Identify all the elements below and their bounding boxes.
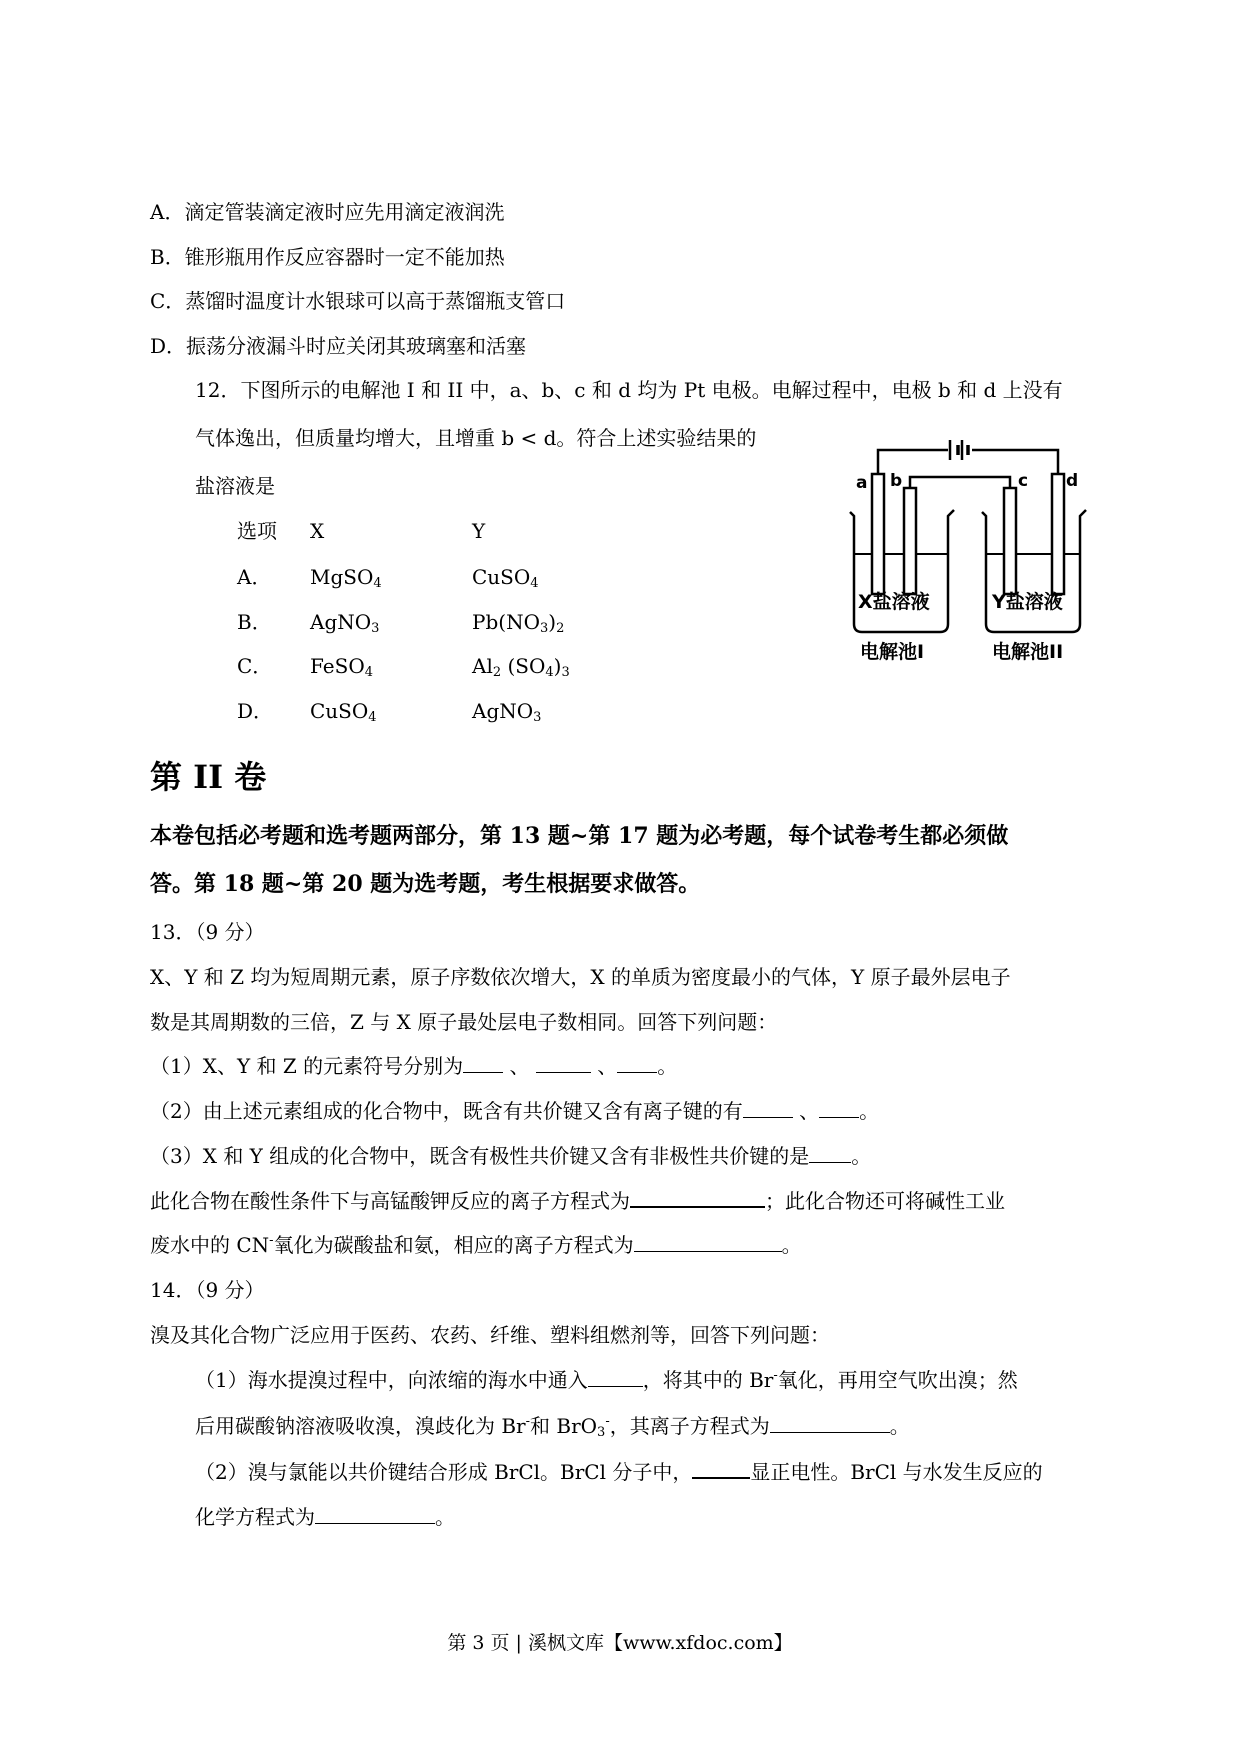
electrode-a xyxy=(872,474,884,594)
answer-blank[interactable] xyxy=(617,1052,657,1073)
subscript: 4 xyxy=(373,576,382,591)
row-a-option: A． xyxy=(237,565,272,589)
q13-number: 13．（9 分） xyxy=(150,920,265,944)
formula: Pb(NO xyxy=(472,610,540,634)
row-c-option: C． xyxy=(237,654,273,678)
question-text: 和 BrO xyxy=(530,1414,598,1438)
formula: FeSO xyxy=(310,654,365,678)
subscript: 2 xyxy=(556,621,565,636)
q13-para1: X、Y 和 Z 均为短周期元素，原子序数依次增大，X 的单质为密度最小的气体，Y 原子最外层电子 xyxy=(150,965,1011,989)
answer-blank[interactable] xyxy=(315,1503,435,1524)
superscript: - xyxy=(605,1414,610,1429)
separator: 、 xyxy=(792,1099,820,1123)
q13-sub3 xyxy=(150,1142,871,1170)
table-header-option: 选项 xyxy=(237,519,277,543)
question-text: 化学方程式为 xyxy=(195,1505,315,1529)
q12-stem-line1: 12．下图所示的电解池 I 和 II 中，a、b、c 和 d 均为 Pt 电极。电解过程中，电极 b 和 d 上没有 xyxy=(195,378,1063,402)
subscript: 3 xyxy=(371,621,380,636)
question-text: （2）溴与氯能以共价键结合形成 BrCl。BrCl 分子中， xyxy=(195,1460,693,1484)
answer-blank[interactable] xyxy=(819,1097,859,1118)
wire-left xyxy=(878,450,948,474)
row-c-y xyxy=(472,652,570,680)
subscript: 3 xyxy=(561,665,570,680)
question-text: ，其离子方程式为 xyxy=(609,1414,770,1438)
question-text: （2）由上述元素组成的化合物中，既含有共价键又含有离子键的有 xyxy=(150,1099,743,1123)
q14-sub2-line1 xyxy=(195,1457,1043,1486)
electrode-label-d: d xyxy=(1066,471,1079,491)
option-letter: C． xyxy=(150,289,186,313)
option-text: 滴定管装滴定液时应先用滴定液润洗 xyxy=(184,200,505,224)
question-text: 氧化为碳酸盐和氨，相应的离子方程式为 xyxy=(273,1233,634,1257)
superscript: - xyxy=(525,1414,531,1429)
option-text: 振荡分液漏斗时应关闭其玻璃塞和活塞 xyxy=(186,334,527,358)
subscript: 4 xyxy=(364,665,373,680)
answer-blank[interactable] xyxy=(536,1052,591,1073)
q11-option-a xyxy=(150,198,504,226)
formula: AgNO xyxy=(472,699,534,723)
question-text: （1）X、Y 和 Z 的元素符号分别为 xyxy=(150,1054,464,1078)
row-c-x xyxy=(310,652,373,680)
part-intro-line2: 答。第 18 题~第 20 题为选考题，考生根据要求做答。 xyxy=(150,871,701,897)
row-a-x xyxy=(310,563,382,591)
period: 。 xyxy=(781,1233,802,1257)
question-text: （1）海水提溴过程中，向浓缩的海水中通入 xyxy=(195,1368,588,1392)
q12-stem-line2: 气体逸出，但质量均增大，且增重 b < d。符合上述实验结果的 xyxy=(195,426,757,450)
table-header-x: X xyxy=(310,519,325,543)
subscript: 3 xyxy=(597,1425,606,1440)
answer-blank[interactable] xyxy=(634,1231,782,1252)
period: 。 xyxy=(657,1054,678,1078)
wire-right xyxy=(972,450,1058,474)
row-b-x xyxy=(310,608,379,636)
separator: 、 xyxy=(503,1054,536,1078)
row-d-option: D． xyxy=(237,699,274,723)
period: 。 xyxy=(435,1505,455,1529)
question-text: 废水中的 CN xyxy=(150,1233,270,1257)
electrode-label-b: b xyxy=(890,471,903,491)
q13-para3 xyxy=(150,1186,1005,1215)
q14-para1: 溴及其化合物广泛应用于医药、农药、纤维、塑料组燃剂等，回答下列问题： xyxy=(150,1323,830,1347)
formula: CuSO xyxy=(472,565,531,589)
electrode-label-a: a xyxy=(856,473,868,493)
formula: MgSO xyxy=(310,565,374,589)
left-solution-label: X盐溶液 xyxy=(858,591,930,613)
formula: ) xyxy=(548,610,557,634)
electrode-b xyxy=(904,488,916,594)
superscript: - xyxy=(269,1233,274,1248)
q14-sub1-line1 xyxy=(195,1366,1018,1394)
row-d-x xyxy=(310,697,377,725)
q12-stem-line3: 盐溶液是 xyxy=(195,474,275,498)
formula: CuSO xyxy=(310,699,369,723)
part-intro-line1: 本卷包括必考题和选考题两部分，第 13 题~第 17 题为必考题，每个试卷考生都必须做 xyxy=(150,823,1009,849)
q14-sub2-line2 xyxy=(195,1503,455,1531)
electrode-c xyxy=(1004,488,1016,594)
row-b-y xyxy=(472,608,564,636)
page-footer: 第 3 页 | 溪枫文库【www.xfdoc.com】 xyxy=(447,1632,793,1654)
answer-blank[interactable] xyxy=(770,1412,890,1433)
period: 。 xyxy=(889,1414,910,1438)
answer-blank[interactable] xyxy=(630,1186,765,1208)
formula: ) xyxy=(553,654,562,678)
option-text: 蒸馏时温度计水银球可以高于蒸馏瓶支管口 xyxy=(185,289,566,313)
separator: 、 xyxy=(590,1054,618,1078)
table-header-y: Y xyxy=(472,519,486,543)
part-heading: 第 II 卷 xyxy=(150,758,267,796)
question-text: 此化合物在酸性条件下与高锰酸钾反应的离子方程式为 xyxy=(150,1189,630,1213)
option-text: 锥形瓶用作反应容器时一定不能加热 xyxy=(184,245,505,269)
electrode-label-c: c xyxy=(1018,471,1029,491)
subscript: 3 xyxy=(539,621,549,636)
formula: AgNO xyxy=(310,610,372,634)
question-text: 显正电性。BrCl 与水发生反应的 xyxy=(750,1460,1043,1484)
q14-sub1-line2 xyxy=(195,1412,910,1440)
formula: (SO xyxy=(501,654,546,678)
question-text: ，将其中的 Br xyxy=(642,1368,774,1392)
right-cell-label: 电解池II xyxy=(992,641,1064,663)
subscript: 3 xyxy=(533,710,542,725)
subscript: 4 xyxy=(545,665,554,680)
q11-option-b xyxy=(150,243,505,271)
formula: Al xyxy=(472,654,493,678)
q14-number: 14．（9 分） xyxy=(150,1278,265,1302)
subscript: 4 xyxy=(368,710,377,725)
period: 。 xyxy=(859,1099,880,1123)
option-letter: A． xyxy=(150,200,185,224)
answer-blank[interactable] xyxy=(743,1097,793,1118)
beaker-ii xyxy=(982,510,1086,632)
question-text: 后用碳酸钠溶液吸收溴，溴歧化为 Br xyxy=(195,1414,526,1438)
right-solution-label: Y盐溶液 xyxy=(992,591,1063,613)
row-a-y xyxy=(472,563,539,591)
option-letter: D． xyxy=(150,334,187,358)
question-text: 氧化，再用空气吹出溴；然 xyxy=(777,1368,1018,1392)
answer-blank[interactable] xyxy=(463,1052,503,1073)
option-letter: B． xyxy=(150,245,185,269)
wire-b-c xyxy=(910,477,1010,488)
question-text: （3）X 和 Y 组成的化合物中，既含有极性共价键又含有非极性共价键的是 xyxy=(150,1144,810,1168)
q13-para2: 数是其周期数的三倍，Z 与 X 原子最处层电子数相同。回答下列问题： xyxy=(150,1010,778,1034)
row-d-y xyxy=(472,697,541,725)
q13-sub1 xyxy=(150,1052,677,1080)
subscript: 2 xyxy=(492,665,502,680)
superscript: - xyxy=(773,1368,778,1383)
electrolysis-diagram xyxy=(840,428,1130,690)
electrode-d xyxy=(1052,474,1064,594)
q11-option-c xyxy=(150,287,565,315)
left-cell-label: 电解池I xyxy=(860,641,925,663)
answer-blank[interactable] xyxy=(588,1366,643,1387)
answer-blank[interactable] xyxy=(692,1457,750,1479)
subscript: 4 xyxy=(530,576,539,591)
answer-blank[interactable] xyxy=(809,1142,851,1163)
period: 。 xyxy=(851,1144,872,1168)
q13-para4 xyxy=(150,1231,802,1259)
question-text: ；此化合物还可将碱性工业 xyxy=(765,1189,1005,1213)
beaker-i xyxy=(850,510,954,632)
q13-sub2 xyxy=(150,1097,879,1125)
q11-option-d xyxy=(150,332,526,360)
row-b-option: B． xyxy=(237,610,272,634)
